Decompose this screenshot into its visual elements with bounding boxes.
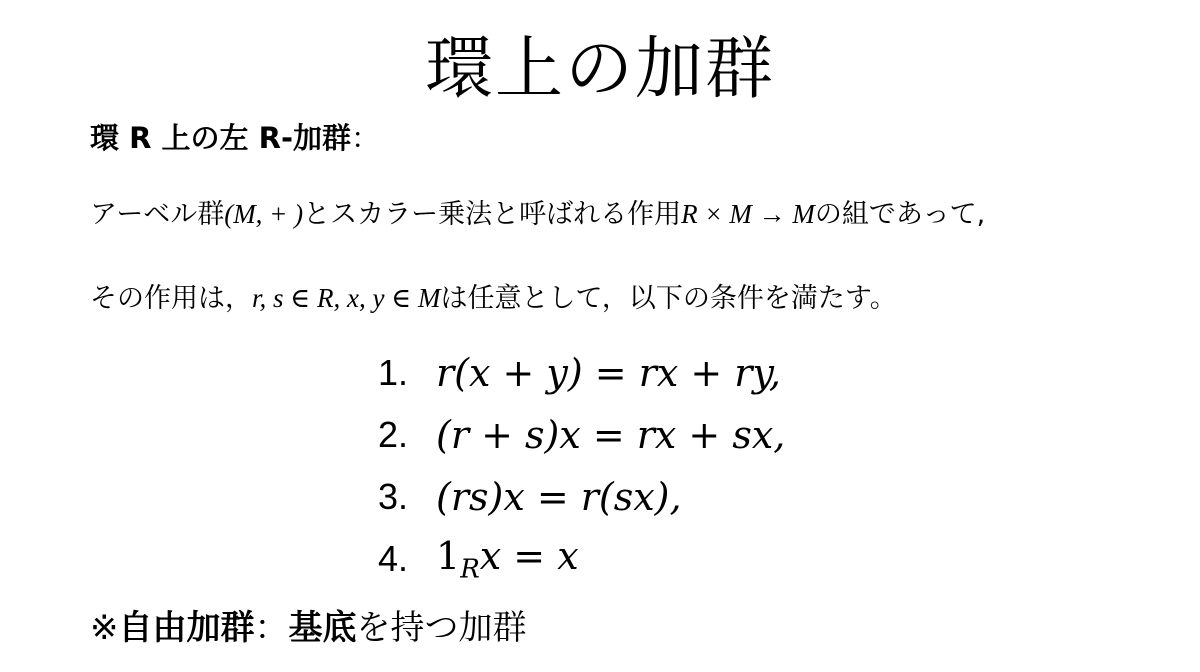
formula-one: 1 [436, 533, 461, 578]
formula-subscript-R: R [460, 554, 480, 585]
free-module-term: 自由加群 [118, 608, 255, 648]
axiom-list [378, 342, 785, 590]
axiom-number: 4. [378, 538, 409, 579]
footer-rest: を持つ加群 [356, 608, 527, 648]
line2-text-after: は任意として，以下の条件を満たす。 [440, 283, 897, 314]
axiom-formula: (rs)x = r(sx), [436, 475, 682, 519]
formula-rest: x = x [479, 533, 579, 578]
math-abelian-group: (M, + ) [224, 199, 304, 229]
axiom-formula: (r + s)x = rx + sx, [436, 413, 786, 457]
math-action-map: R × M → M [681, 199, 815, 229]
math-variables: r, s ∈ R, x, y ∈ M [252, 283, 441, 313]
axiom-item [378, 528, 785, 590]
definition-heading-colon: ： [351, 121, 381, 155]
reference-mark: ※ [90, 608, 119, 648]
line1-text-before: アーベル群 [90, 199, 225, 230]
definition-heading-text: 環 R 上の左 R-加群 [90, 121, 351, 155]
line2-text-before: その作用は， [90, 283, 252, 314]
axiom-number: 2. [378, 414, 409, 455]
axiom-number: 1. [378, 352, 409, 393]
axiom-item [378, 466, 785, 528]
axiom-item [378, 404, 785, 466]
footer-colon: ： [254, 608, 289, 648]
axiom-formula [436, 534, 579, 585]
definition-line-2 [90, 278, 897, 319]
axiom-item [378, 342, 785, 404]
footer-note [90, 604, 527, 652]
axiom-formula: r(x + y) = rx + ry, [436, 351, 781, 395]
line1-text-middle: とスカラー乗法と呼ばれる作用 [303, 199, 682, 230]
basis-keyword: 基底 [288, 608, 357, 648]
slide-title: 環上の加群 [424, 30, 775, 109]
definition-line-1 [90, 194, 985, 235]
definition-heading [90, 118, 380, 158]
axiom-number: 3. [378, 476, 409, 517]
line1-text-after: の組であって, [814, 199, 986, 230]
